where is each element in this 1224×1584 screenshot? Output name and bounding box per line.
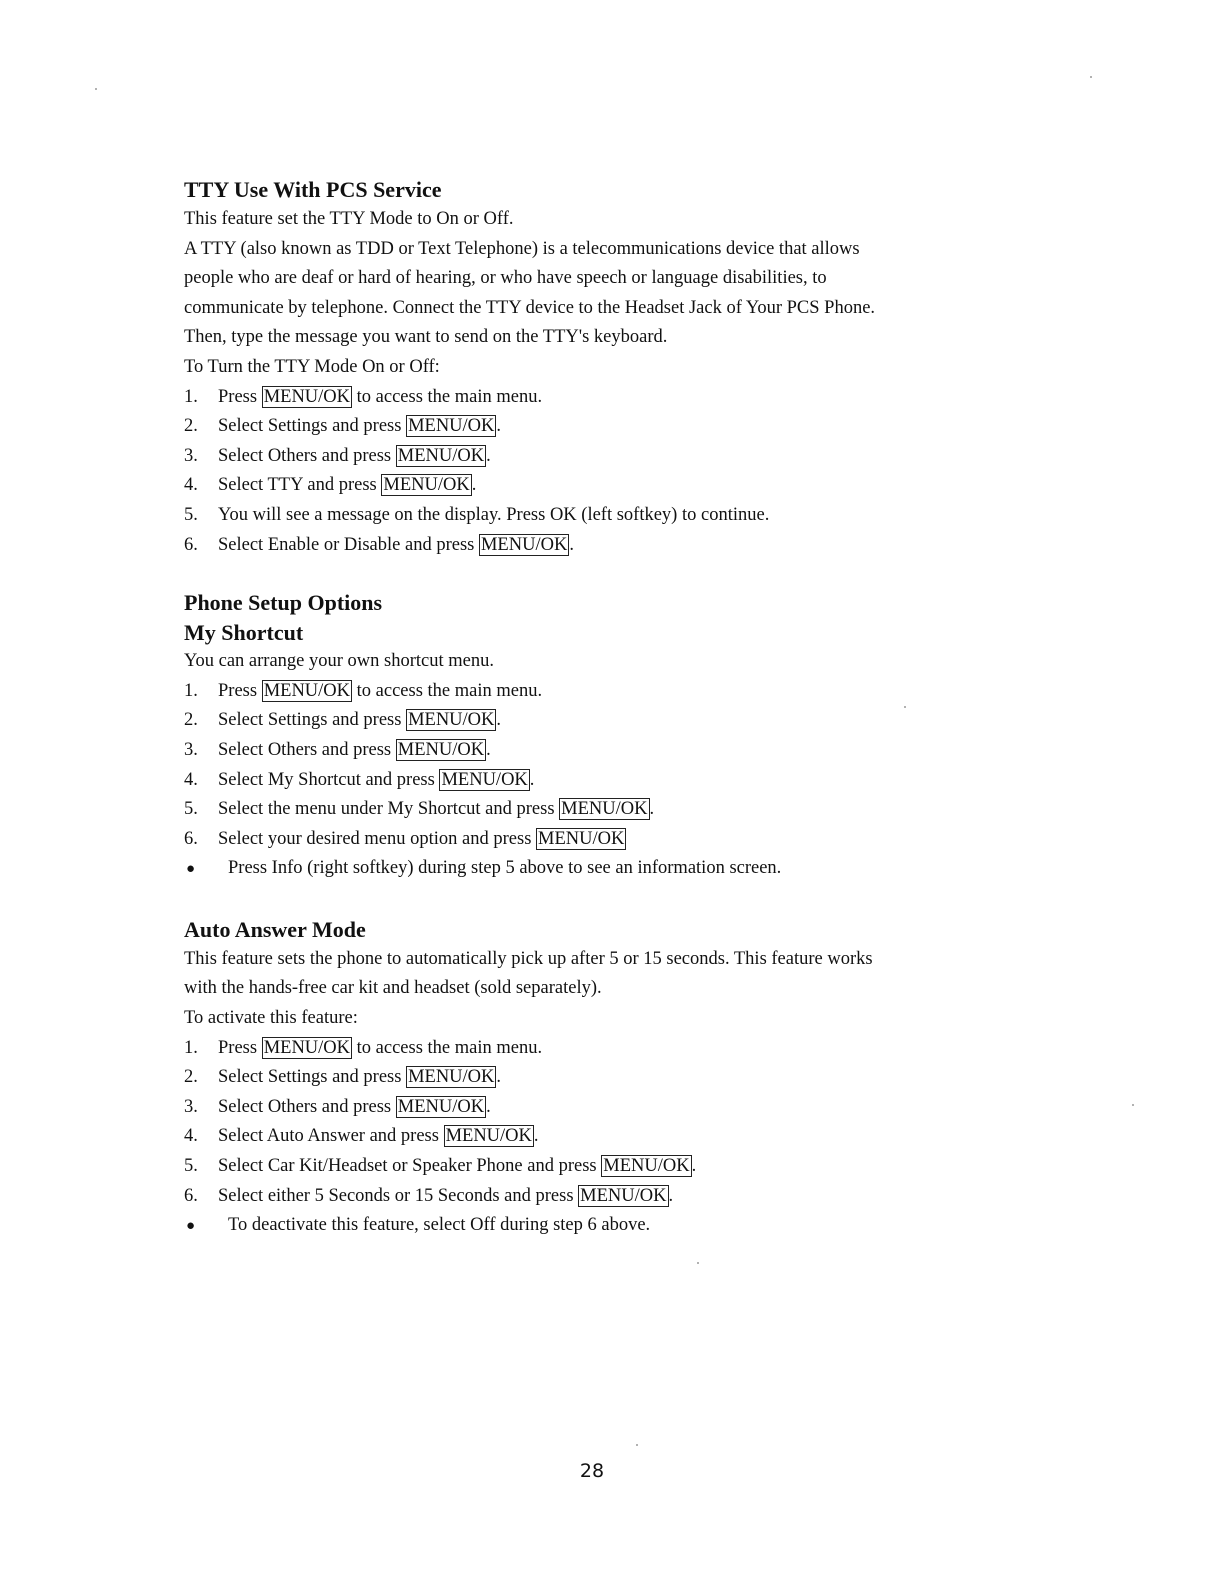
menu-ok-key: MENU/OK (408, 1067, 495, 1088)
bullet-item (184, 1211, 1004, 1242)
step-number: 5. (184, 504, 198, 525)
step-number: 4. (184, 1126, 198, 1147)
step-number: 4. (184, 475, 198, 496)
page-content (184, 175, 1004, 1242)
step-text: Press MENU/OK to access the main menu. (218, 1037, 543, 1058)
scan-speck (697, 1262, 699, 1264)
step-item (184, 1122, 1004, 1152)
step-item (184, 501, 1004, 531)
step-number: 3. (184, 1096, 198, 1117)
step-number: 2. (184, 416, 198, 437)
subsection-title: My Shortcut (184, 620, 304, 646)
page-number: 28 (579, 1460, 605, 1482)
step-text: Select Settings and press MENU/OK . (218, 1067, 502, 1088)
step-text: Select Others and press MENU/OK . (218, 1096, 491, 1117)
step-item (184, 531, 1004, 561)
paragraph-line: communicate by telephone. Connect the TTY device to the Headset Jack of Your PCS Phone. (184, 297, 876, 318)
step-text: Select the menu under My Shortcut and press MENU/OK . (218, 799, 655, 820)
section-title: TTY Use With PCS Service (184, 177, 442, 202)
step-number: 6. (184, 828, 198, 849)
section-spacer (184, 885, 1004, 915)
step-text: Press MENU/OK to access the main menu. (218, 680, 543, 701)
step-number: 2. (184, 1067, 198, 1088)
paragraph-line: You can arrange your own shortcut menu. (184, 651, 494, 672)
step-text: Select Auto Answer and press MENU/OK . (218, 1126, 539, 1147)
step-item (184, 825, 1004, 855)
paragraph-line: This feature set the TTY Mode to On or Off. (184, 209, 514, 229)
step-item (184, 795, 1004, 825)
scan-speck (1090, 76, 1092, 78)
step-number: 6. (184, 1185, 198, 1206)
step-number: 2. (184, 710, 198, 731)
section-title: Auto Answer Mode (184, 916, 366, 942)
scan-speck (636, 1444, 638, 1446)
step-item (184, 1182, 1004, 1212)
paragraph-line: people who are deaf or hard of hearing, or who have speech or language disabilities, to (184, 268, 827, 289)
step-item (184, 442, 1004, 472)
step-number: 4. (184, 769, 198, 790)
step-item (184, 1063, 1004, 1093)
menu-ok-key: MENU/OK (263, 1037, 351, 1058)
step-item (184, 383, 1004, 413)
menu-ok-key: MENU/OK (561, 799, 648, 820)
bullet-item (184, 854, 1004, 885)
step-text: Select Settings and press MENU/OK . (218, 710, 502, 731)
menu-ok-key: MENU/OK (408, 710, 495, 731)
paragraph-line: Then, type the message you want to send on the TTY's keyboard. (184, 327, 668, 348)
menu-ok-key: MENU/OK (397, 739, 485, 760)
section-title: Phone Setup Options (184, 590, 383, 616)
bullet-icon: ● (186, 1218, 196, 1235)
step-text: Select Settings and press MENU/OK . (218, 416, 502, 437)
bullet-icon: ● (186, 861, 196, 878)
step-number: 3. (184, 739, 198, 760)
step-item (184, 412, 1004, 442)
section-auto-answer (184, 915, 1004, 1242)
paragraph-line: A TTY (also known as TDD or Text Telephone) is a telecommunications device that allows (184, 238, 860, 259)
menu-ok-key: MENU/OK (397, 445, 485, 466)
step-item (184, 736, 1004, 766)
bullet-text: Press Info (right softkey) during step 5 above to see an information screen. (228, 858, 782, 879)
paragraph-line: This feature sets the phone to automatically pick up after 5 or 15 seconds. This feature works (184, 948, 873, 969)
step-number: 5. (184, 799, 198, 820)
step-text: Select TTY and press MENU/OK . (218, 475, 477, 496)
step-number: 6. (184, 534, 198, 555)
step-text: Select either 5 Seconds or 15 Seconds and press MENU/OK . (218, 1185, 674, 1206)
step-text: Select Others and press MENU/OK . (218, 445, 491, 466)
step-item (184, 706, 1004, 736)
menu-ok-key: MENU/OK (383, 475, 470, 496)
menu-ok-key: MENU/OK (263, 680, 351, 701)
section-tty (184, 175, 1004, 560)
step-number: 1. (184, 680, 198, 701)
menu-ok-key: MENU/OK (445, 1126, 532, 1147)
paragraph-line: with the hands-free car kit and headset (sold separately). (184, 978, 602, 999)
step-number: 1. (184, 1037, 198, 1058)
scan-speck (95, 88, 97, 90)
step-number: 5. (184, 1156, 198, 1177)
menu-ok-key: MENU/OK (538, 828, 625, 849)
step-number: 1. (184, 386, 198, 407)
step-text: Select Others and press MENU/OK . (218, 739, 491, 760)
step-item (184, 1034, 1004, 1064)
paragraph-line: To activate this feature: (184, 1008, 358, 1029)
menu-ok-key: MENU/OK (603, 1156, 690, 1177)
step-item (184, 766, 1004, 796)
menu-ok-key: MENU/OK (408, 416, 495, 437)
step-text: Press MENU/OK to access the main menu. (218, 386, 543, 407)
step-text: You will see a message on the display. Press OK (left softkey) to continue. (218, 504, 770, 525)
scan-speck (904, 706, 906, 708)
step-number: 3. (184, 445, 198, 466)
step-text: Select Enable or Disable and press MENU/OK . (218, 534, 574, 555)
step-text: Select Car Kit/Headset or Speaker Phone and press MENU/OK . (218, 1156, 697, 1177)
menu-ok-key: MENU/OK (263, 386, 351, 407)
section-spacer (184, 560, 1004, 588)
step-item (184, 471, 1004, 501)
step-item (184, 677, 1004, 707)
step-item (184, 1093, 1004, 1123)
step-text: Select My Shortcut and press MENU/OK . (218, 769, 535, 790)
scan-speck (1132, 1104, 1134, 1106)
menu-ok-key: MENU/OK (397, 1096, 485, 1117)
menu-ok-key: MENU/OK (441, 769, 528, 790)
menu-ok-key: MENU/OK (580, 1185, 667, 1206)
bullet-text: To deactivate this feature, select Off during step 6 above. (228, 1215, 651, 1236)
paragraph-line: To Turn the TTY Mode On or Off: (184, 356, 440, 377)
menu-ok-key: MENU/OK (480, 534, 568, 555)
step-text: Select your desired menu option and press MENU/OK (218, 828, 625, 849)
step-item (184, 1152, 1004, 1182)
section-phone-setup (184, 588, 1004, 885)
